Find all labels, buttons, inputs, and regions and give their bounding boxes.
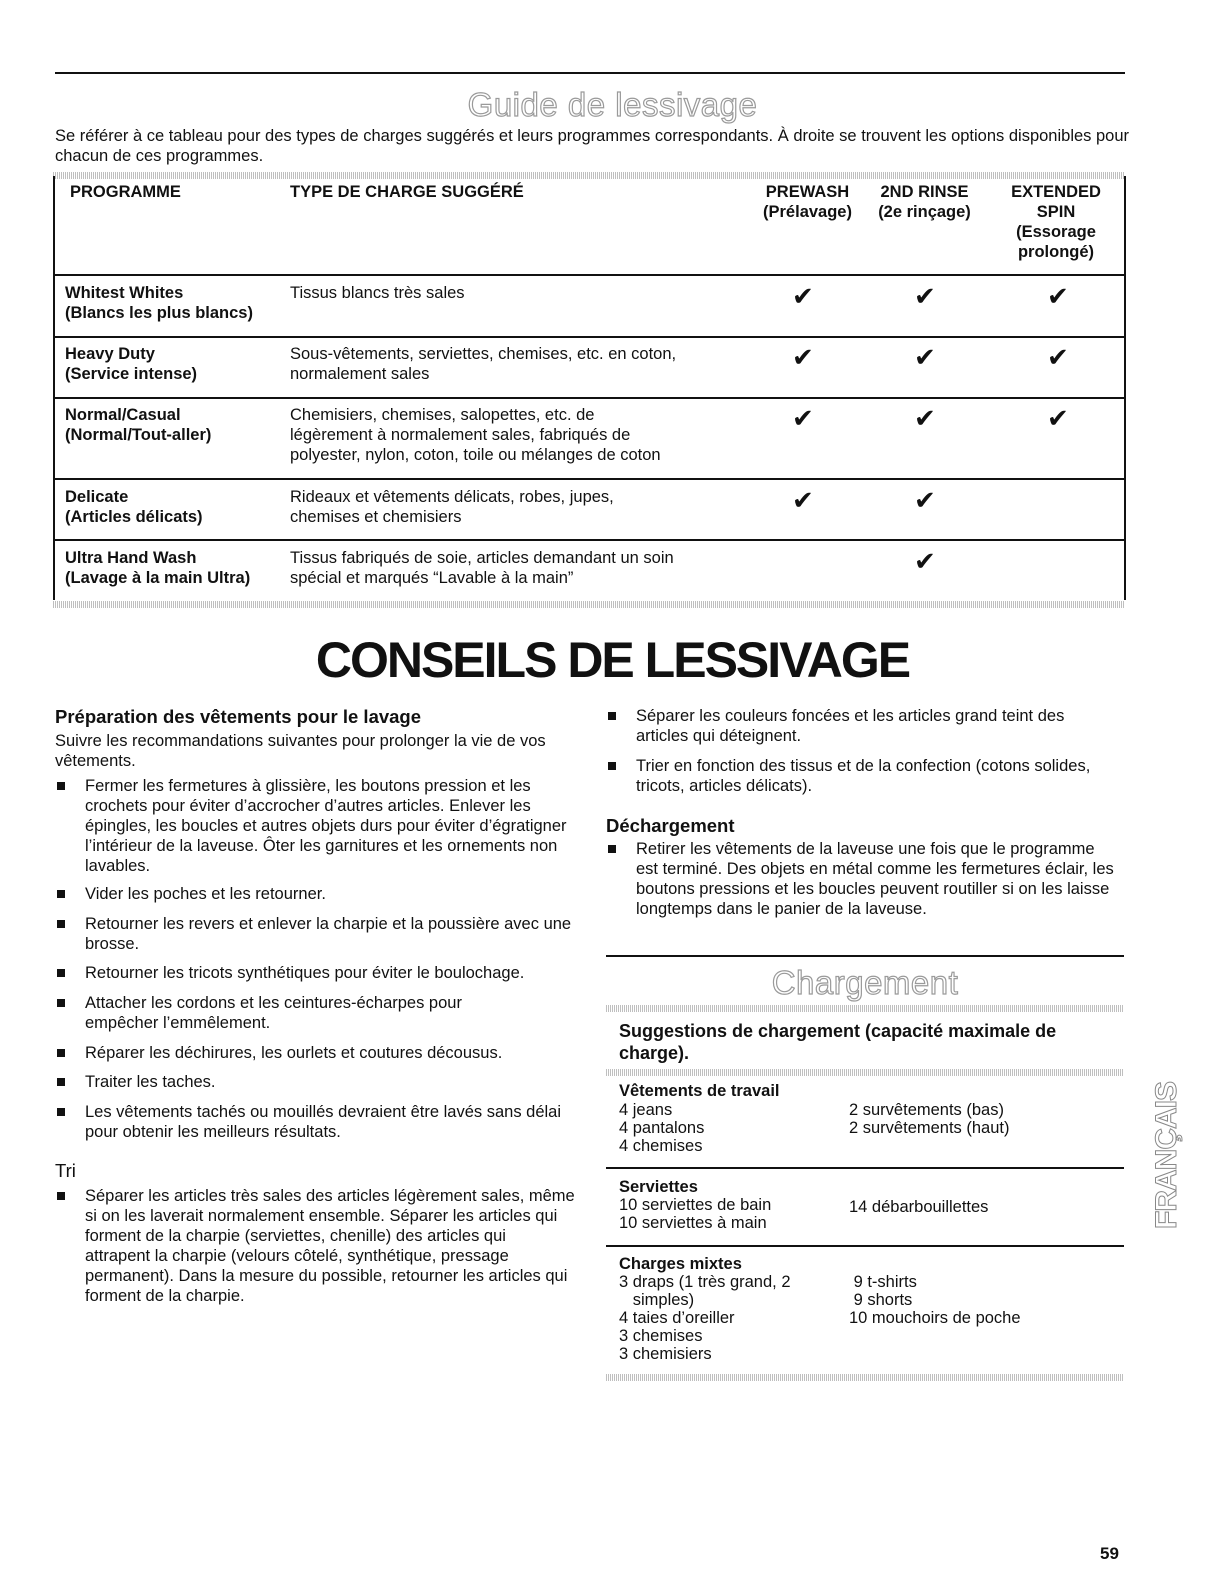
row-programme xyxy=(65,487,203,527)
chargement-sub-hatch xyxy=(606,1069,1124,1076)
load-item: 3 chemises xyxy=(619,1327,703,1345)
check-icon: ✔ xyxy=(914,281,936,311)
row-divider xyxy=(53,539,1125,541)
header-spin-line2: SPIN xyxy=(1036,203,1076,221)
check-icon: ✔ xyxy=(914,342,936,372)
page-number: 59 xyxy=(1100,1544,1119,1563)
list-item: Réparer les déchirures, les ourlets et coutures décousus. xyxy=(55,1043,575,1063)
check-icon: ✔ xyxy=(914,485,936,515)
load-type-line: Sous-vêtements, serviettes, chemises, etc. en coton, xyxy=(290,345,677,363)
programme-name-fr: (Normal/Tout-aller) xyxy=(65,426,212,444)
load-group-heading: Charges mixtes xyxy=(619,1255,742,1273)
programme-name-fr: (Articles délicats) xyxy=(65,508,203,526)
chargement-top-rule xyxy=(606,955,1124,957)
load-type-line: polyester, nylon, coton, toile ou mélanges de coton xyxy=(290,446,661,464)
load-item: 10 mouchoirs de poche xyxy=(849,1309,1021,1327)
chargement-subtitle: Suggestions de chargement (capacité maximale de charge). xyxy=(619,1021,1057,1063)
header-prewash-line1: PREWASH xyxy=(765,183,850,201)
row-programme xyxy=(65,283,253,323)
check-icon: ✔ xyxy=(792,281,814,311)
check-icon: ✔ xyxy=(1047,281,1069,311)
load-type-line: Tissus blancs très sales xyxy=(290,284,465,302)
row-load-type xyxy=(290,405,730,465)
header-rinse-line2: (2e rinçage) xyxy=(878,203,971,221)
check-icon: ✔ xyxy=(1047,342,1069,372)
load-type-line: chemises et chemisiers xyxy=(290,508,462,526)
load-item: 14 débarbouillettes xyxy=(849,1198,989,1216)
chargement-bottom-hatch xyxy=(606,1374,1124,1381)
load-item: 9 shorts xyxy=(849,1291,913,1309)
row-programme xyxy=(65,344,197,384)
load-item: 3 chemisiers xyxy=(619,1345,712,1363)
check-icon: ✔ xyxy=(1047,403,1069,433)
page-title: CONSEILS DE LESSIVAGE xyxy=(315,632,910,688)
check-icon: ✔ xyxy=(792,403,814,433)
load-type-line: Chemisiers, chemises, salopettes, etc. de xyxy=(290,406,595,424)
list-item: Traiter les taches. xyxy=(55,1072,575,1092)
list-item: Séparer les couleurs foncées et les articles grand teint des articles qui déteignent. xyxy=(606,706,1121,746)
check-icon: ✔ xyxy=(792,342,814,372)
table-left-border xyxy=(53,176,55,600)
load-type-line: légèrement à normalement sales, fabriqués de xyxy=(290,426,631,444)
table-right-border xyxy=(1124,176,1126,600)
programme-name: Heavy Duty xyxy=(65,345,155,363)
header-prewash-line2: (Prélavage) xyxy=(763,203,852,221)
load-item: 4 taies d’oreiller xyxy=(619,1309,735,1327)
load-item: simples) xyxy=(619,1291,695,1309)
list-item: Séparer les articles très sales des articles légèrement sales, même si on les laverait normalement ensemble. Séparer les articles qui forment de la charpie (serviettes, chenille) des articles qui attrapent la charpie (velours côtelé, synthétique, pressage permanent). Dans la mesure du possible, retourner les articles qui forment de la charpie. xyxy=(55,1186,575,1306)
row-divider xyxy=(53,397,1125,399)
programme-name: Delicate xyxy=(65,488,129,506)
programme-name-fr: (Blancs les plus blancs) xyxy=(65,304,253,322)
list-item: Trier en fonction des tissus et de la confection (cotons solides, tricots, articles délicats). xyxy=(606,756,1121,796)
load-group-divider xyxy=(606,1167,1124,1169)
row-divider xyxy=(53,478,1125,480)
load-group-heading: Vêtements de travail xyxy=(619,1082,780,1100)
row-load-type xyxy=(290,487,730,527)
check-icon: ✔ xyxy=(914,403,936,433)
guide-title: Guide de lessivage xyxy=(467,86,758,123)
chargement-title: Chargement xyxy=(771,964,959,1001)
row-programme xyxy=(65,405,211,445)
header-prewash xyxy=(740,182,875,222)
header-type: TYPE DE CHARGE SUGGÉRÉ xyxy=(290,183,524,201)
load-item: 10 serviettes à main xyxy=(619,1214,767,1232)
dechargement-heading: Déchargement xyxy=(606,815,735,836)
load-item: 4 jeans xyxy=(619,1101,673,1119)
row-divider xyxy=(53,336,1125,338)
load-item: 4 pantalons xyxy=(619,1119,705,1137)
preparation-intro: Suivre les recommandations suivantes pour prolonger la vie de vos vêtements. xyxy=(55,732,546,770)
tri-heading: Tri xyxy=(55,1160,76,1181)
load-item: 4 chemises xyxy=(619,1137,703,1155)
top-rule xyxy=(55,72,1125,74)
header-spin-line1: EXTENDED xyxy=(1011,183,1101,201)
load-type-line: normalement sales xyxy=(290,365,430,383)
load-item: 3 draps (1 très grand, 2 xyxy=(619,1273,791,1291)
load-item: 2 survêtements (bas) xyxy=(849,1101,1004,1119)
load-group-heading: Serviettes xyxy=(619,1178,698,1196)
programme-name: Whitest Whites xyxy=(65,284,184,302)
list-item: Vider les poches et les retourner. xyxy=(55,884,575,904)
load-type-line: spécial et marqués “Lavable à la main” xyxy=(290,569,574,587)
load-type-line: Rideaux et vêtements délicats, robes, jupes, xyxy=(290,488,614,506)
programme-name-fr: (Lavage à la main Ultra) xyxy=(65,569,251,587)
header-spin xyxy=(990,182,1122,262)
load-item: 2 survêtements (haut) xyxy=(849,1119,1010,1137)
load-item: 9 t-shirts xyxy=(849,1273,917,1291)
table-top-hatch xyxy=(53,172,1125,179)
table-bottom-hatch xyxy=(53,601,1125,608)
row-programme xyxy=(65,548,250,588)
guide-intro: Se référer à ce tableau pour des types de charges suggérés et leurs programmes correspondants. À droite se trouvent les options disponibles pour chacun de ces programmes. xyxy=(55,127,1130,165)
programme-name: Ultra Hand Wash xyxy=(65,549,197,567)
list-item: Retirer les vêtements de la laveuse une fois que le programme est terminé. Des objets en métal comme les fermetures éclair, les boutons pressions et les boucles peuvent routiller si on les laisse longtemps dans le panier de la laveuse. xyxy=(606,839,1121,919)
header-programme: PROGRAMME xyxy=(70,183,181,201)
header-divider xyxy=(53,274,1125,276)
row-load-type xyxy=(290,344,730,384)
header-rinse xyxy=(857,182,992,222)
list-item: Attacher les cordons et les ceintures-écharpes pour empêcher l’emmêlement. xyxy=(55,993,505,1033)
check-icon: ✔ xyxy=(914,546,936,576)
check-icon: ✔ xyxy=(792,485,814,515)
row-load-type xyxy=(290,548,730,588)
load-type-line: Tissus fabriqués de soie, articles demandant un soin xyxy=(290,549,674,567)
row-load-type xyxy=(290,283,730,303)
header-spin-line4: prolongé) xyxy=(1017,243,1095,261)
preparation-heading: Préparation des vêtements pour le lavage xyxy=(55,706,422,727)
language-side-tab: FRANÇAIS xyxy=(1150,1082,1183,1229)
list-item: Les vêtements tachés ou mouillés devraient être lavés sans délai pour obtenir les meilleurs résultats. xyxy=(55,1102,565,1142)
header-spin-line3: (Essorage xyxy=(1016,223,1096,241)
chargement-hatch xyxy=(606,1005,1124,1012)
list-item: Retourner les tricots synthétiques pour éviter le boulochage. xyxy=(55,963,575,983)
programme-name-fr: (Service intense) xyxy=(65,365,198,383)
list-item: Retourner les revers et enlever la charpie et la poussière avec une brosse. xyxy=(55,914,575,954)
list-item: Fermer les fermetures à glissière, les boutons pression et les crochets pour éviter d’accrocher d’autres articles. Enlever les épingles, les boucles et autres objets durs pour éviter d’égratigner l’intérieur de la laveuse. Ôter les garnitures et les ornements non lavables. xyxy=(55,776,575,876)
header-rinse-line1: 2ND RINSE xyxy=(880,183,969,201)
programme-name: Normal/Casual xyxy=(65,406,181,424)
load-group-divider xyxy=(606,1245,1124,1247)
load-item: 10 serviettes de bain xyxy=(619,1196,772,1214)
